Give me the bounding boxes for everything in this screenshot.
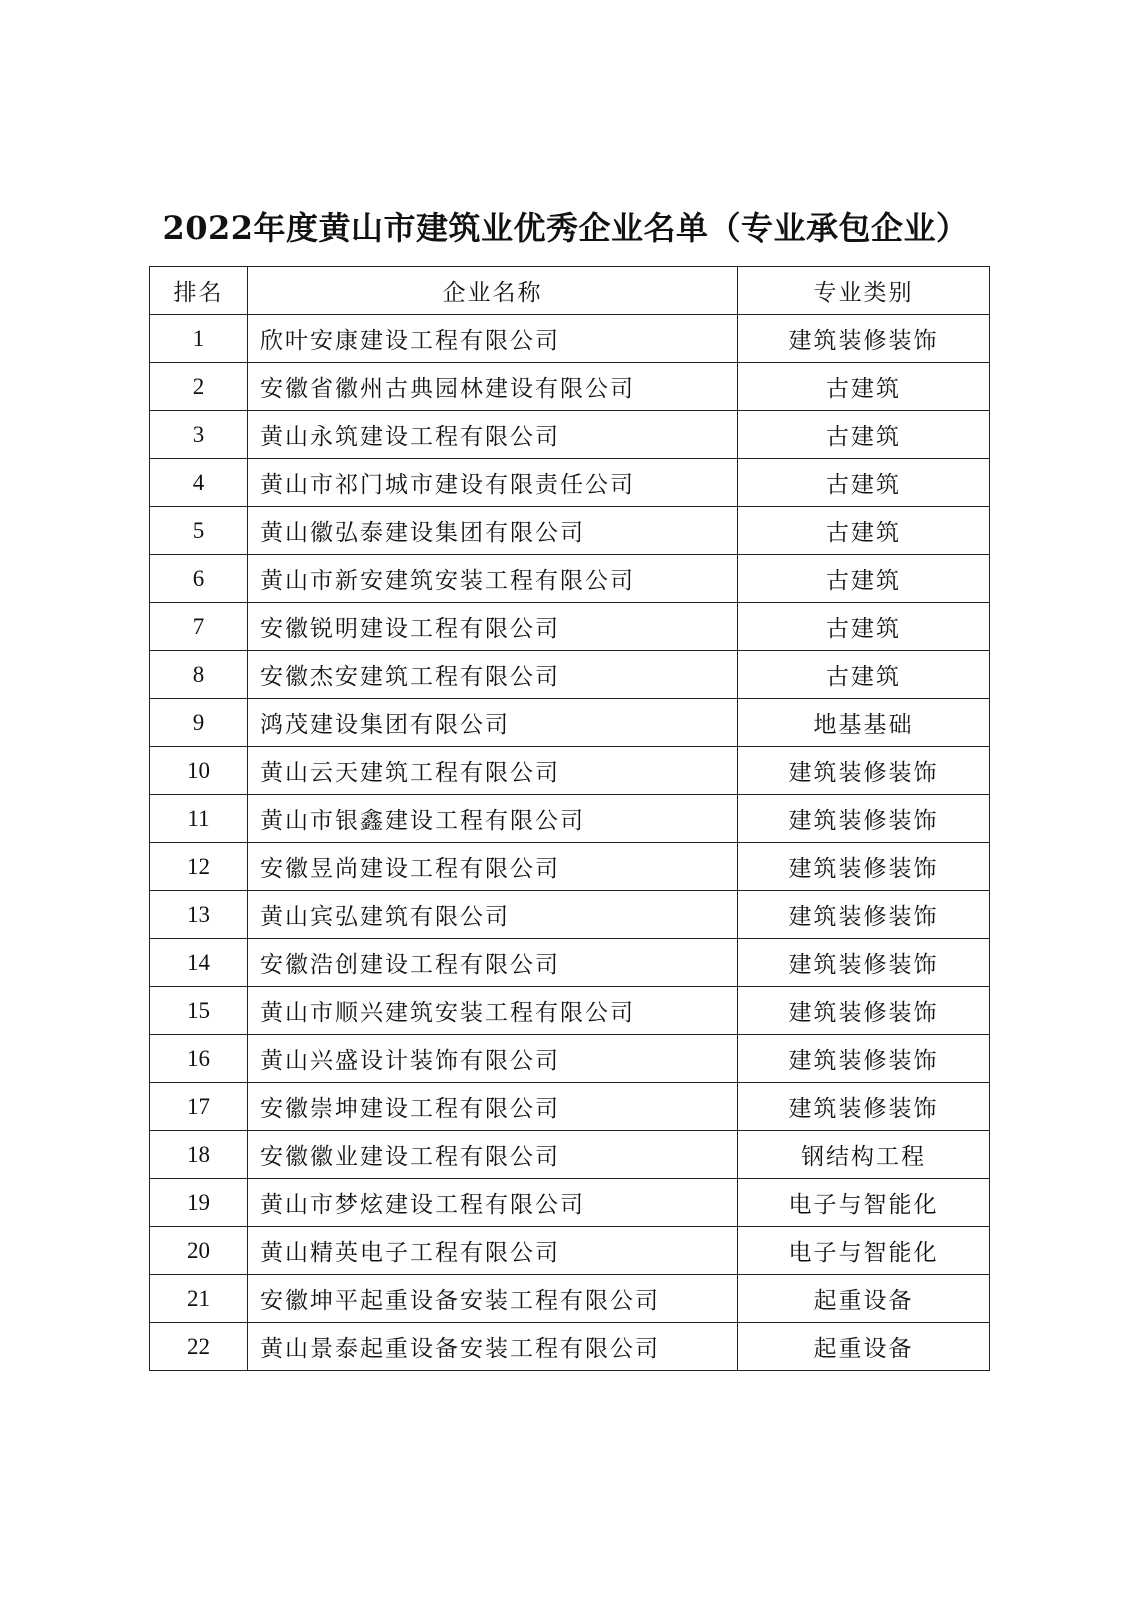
header-rank: 排名 [150,267,248,315]
category-cell: 古建筑 [738,603,990,651]
table-row [150,891,990,939]
enterprise-name-cell: 黄山市祁门城市建设有限责任公司 [248,459,738,507]
category-cell: 古建筑 [738,459,990,507]
rank-cell: 12 [150,843,248,891]
category-cell: 起重设备 [738,1323,990,1371]
rank-cell: 6 [150,555,248,603]
category-cell: 建筑装修装饰 [738,891,990,939]
rank-cell: 8 [150,651,248,699]
table-row [150,939,990,987]
table-row [150,555,990,603]
category-cell: 古建筑 [738,651,990,699]
enterprise-name-cell: 黄山宾弘建筑有限公司 [248,891,738,939]
enterprise-name-cell: 安徽浩创建设工程有限公司 [248,939,738,987]
rank-cell: 15 [150,987,248,1035]
rank-cell: 10 [150,747,248,795]
table-row [150,459,990,507]
rank-cell: 19 [150,1179,248,1227]
category-cell: 古建筑 [738,363,990,411]
enterprise-name-cell: 黄山徽弘泰建设集团有限公司 [248,507,738,555]
enterprise-name-cell: 欣叶安康建设工程有限公司 [248,315,738,363]
rank-cell: 5 [150,507,248,555]
enterprise-name-cell: 安徽徽业建设工程有限公司 [248,1131,738,1179]
table-row [150,699,990,747]
enterprise-name-cell: 安徽坤平起重设备安装工程有限公司 [248,1275,738,1323]
category-cell: 建筑装修装饰 [738,795,990,843]
rank-cell: 1 [150,315,248,363]
category-cell: 建筑装修装饰 [738,987,990,1035]
table-row [150,1131,990,1179]
table-header-row [150,267,990,315]
header-enterprise-name: 企业名称 [248,267,738,315]
header-category: 专业类别 [738,267,990,315]
enterprise-name-cell: 安徽杰安建筑工程有限公司 [248,651,738,699]
table-row [150,1035,990,1083]
category-cell: 起重设备 [738,1275,990,1323]
rank-cell: 18 [150,1131,248,1179]
category-cell: 电子与智能化 [738,1227,990,1275]
rank-cell: 16 [150,1035,248,1083]
category-cell: 建筑装修装饰 [738,1035,990,1083]
table-row [150,1227,990,1275]
enterprise-name-cell: 黄山永筑建设工程有限公司 [248,411,738,459]
enterprise-name-cell: 安徽省徽州古典园林建设有限公司 [248,363,738,411]
table-row [150,363,990,411]
table-row [150,843,990,891]
category-cell: 钢结构工程 [738,1131,990,1179]
enterprise-name-cell: 黄山景泰起重设备安装工程有限公司 [248,1323,738,1371]
rank-cell: 11 [150,795,248,843]
document-title: 2022年度黄山市建筑业优秀企业名单（专业承包企业） [162,209,969,247]
enterprise-name-cell: 安徽昱尚建设工程有限公司 [248,843,738,891]
rank-cell: 9 [150,699,248,747]
table-row [150,1275,990,1323]
enterprise-name-cell: 鸿茂建设集团有限公司 [248,699,738,747]
rank-cell: 20 [150,1227,248,1275]
category-cell: 地基基础 [738,699,990,747]
table-row [150,603,990,651]
table-row [150,1179,990,1227]
category-cell: 古建筑 [738,555,990,603]
table-row [150,1083,990,1131]
enterprise-name-cell: 黄山市梦炫建设工程有限公司 [248,1179,738,1227]
enterprise-name-cell: 黄山云天建筑工程有限公司 [248,747,738,795]
category-cell: 电子与智能化 [738,1179,990,1227]
enterprise-ranking-table [149,266,990,1371]
rank-cell: 7 [150,603,248,651]
table-body [150,315,990,1371]
rank-cell: 13 [150,891,248,939]
table-row [150,795,990,843]
rank-cell: 4 [150,459,248,507]
rank-cell: 21 [150,1275,248,1323]
table-row [150,651,990,699]
category-cell: 古建筑 [738,507,990,555]
enterprise-name-cell: 黄山市银鑫建设工程有限公司 [248,795,738,843]
rank-cell: 17 [150,1083,248,1131]
table-row [150,411,990,459]
enterprise-name-cell: 黄山兴盛设计装饰有限公司 [248,1035,738,1083]
enterprise-name-cell: 黄山市新安建筑安装工程有限公司 [248,555,738,603]
category-cell: 建筑装修装饰 [738,939,990,987]
rank-cell: 14 [150,939,248,987]
enterprise-name-cell: 黄山精英电子工程有限公司 [248,1227,738,1275]
enterprise-name-cell: 黄山市顺兴建筑安装工程有限公司 [248,987,738,1035]
enterprise-name-cell: 安徽崇坤建设工程有限公司 [248,1083,738,1131]
table-row [150,987,990,1035]
category-cell: 建筑装修装饰 [738,747,990,795]
enterprise-name-cell: 安徽锐明建设工程有限公司 [248,603,738,651]
category-cell: 古建筑 [738,411,990,459]
table-row [150,747,990,795]
rank-cell: 22 [150,1323,248,1371]
category-cell: 建筑装修装饰 [738,1083,990,1131]
category-cell: 建筑装修装饰 [738,843,990,891]
table-row [150,315,990,363]
category-cell: 建筑装修装饰 [738,315,990,363]
rank-cell: 2 [150,363,248,411]
rank-cell: 3 [150,411,248,459]
table-row [150,1323,990,1371]
table-row [150,507,990,555]
